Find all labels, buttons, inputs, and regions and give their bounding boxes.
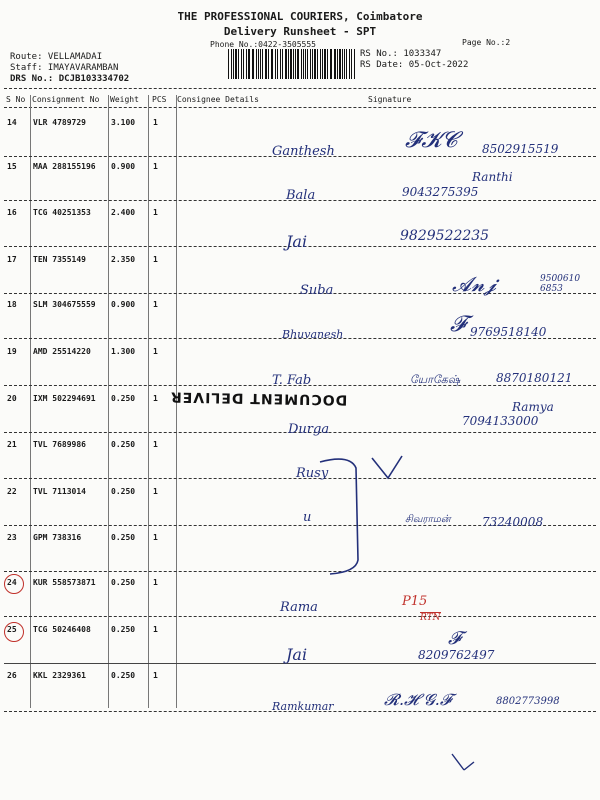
barcode-bar — [288, 49, 289, 79]
row-divider — [4, 616, 596, 617]
row-sno: 19 — [7, 347, 17, 356]
barcode-bar — [307, 49, 308, 79]
barcode-bar — [349, 49, 350, 79]
barcode-bar — [243, 49, 244, 79]
handwritten-phone: 8802773998 — [496, 696, 560, 707]
barcode-bar — [253, 49, 254, 79]
row-pcs: 1 — [153, 208, 158, 217]
handwritten-name: Bhuvanesh — [282, 328, 344, 341]
row-weight: 2.350 — [111, 255, 136, 264]
row-consignment: VLR 4789729 — [33, 118, 86, 127]
barcode-bar — [330, 49, 331, 79]
row-weight: 0.900 — [111, 162, 136, 171]
row-sno: 16 — [7, 208, 17, 217]
barcode-bar — [256, 49, 257, 79]
row-weight: 0.250 — [111, 394, 136, 403]
handwritten-phone: 8870180121 — [496, 371, 573, 385]
row-weight: 0.250 — [111, 671, 136, 680]
handwritten-signature: Ramya — [512, 400, 554, 414]
col-consignee: Consignee Details — [177, 95, 259, 104]
barcode-bar — [272, 49, 273, 79]
barcode-bar — [301, 49, 302, 79]
barcode-bar — [342, 49, 343, 79]
document-delivered-stamp: DOCUMENT DELIVER — [169, 388, 348, 408]
handwritten-phone: 7094133000 — [462, 414, 539, 428]
barcode-bar — [344, 49, 345, 79]
row-sno: 20 — [7, 394, 17, 403]
row-sno: 17 — [7, 255, 17, 264]
barcode-bar — [314, 49, 316, 79]
row-weight: 0.900 — [111, 300, 136, 309]
barcode-bar — [258, 49, 259, 79]
row-consignment: TEN 7355149 — [33, 255, 86, 264]
barcode-bar — [235, 49, 237, 79]
barcode-bar — [327, 49, 328, 79]
signature-mark: 𝓡.𝓗 𝓖.𝓕 — [384, 690, 452, 709]
row-sno: 21 — [7, 440, 17, 449]
row-pcs: 1 — [153, 578, 158, 587]
pen-mark — [448, 750, 478, 774]
handwritten-code: P15 — [402, 594, 428, 609]
barcode-bar — [320, 49, 321, 79]
phone-number: Phone No.:0422-3505555 — [210, 40, 316, 49]
header-divider — [4, 88, 596, 89]
handwritten-name: Suba — [300, 283, 334, 298]
barcode-bar — [260, 49, 261, 79]
barcode-bar — [297, 49, 299, 79]
handwritten-phone: 9043275395 — [402, 185, 479, 199]
row-sno: 23 — [7, 533, 17, 542]
signature-mark: 𝓐𝓷𝓳 — [452, 272, 497, 296]
handwritten-name: Ganthesh — [272, 144, 335, 159]
row-pcs: 1 — [153, 255, 158, 264]
handwritten-name: Jai — [286, 645, 308, 664]
row-pcs: 1 — [153, 162, 158, 171]
col-sno: S No — [6, 95, 26, 104]
red-circle-mark — [4, 622, 24, 642]
row-pcs: 1 — [153, 347, 158, 356]
row-weight: 0.250 — [111, 440, 136, 449]
barcode-bar — [324, 49, 325, 79]
row-pcs: 1 — [153, 440, 158, 449]
barcode-bar — [310, 49, 311, 79]
barcode — [228, 49, 356, 79]
barcode-bar — [246, 49, 247, 79]
signature-mark: 𝓕𝓚𝓒 — [405, 128, 458, 153]
row-pcs: 1 — [153, 625, 158, 634]
row-weight: 1.300 — [111, 347, 136, 356]
handwritten-ditto: u — [303, 510, 312, 525]
row-consignment: TCG 40251353 — [33, 208, 91, 217]
runsheet-title: THE PROFESSIONAL COURIERS, Coimbatore — [177, 10, 423, 23]
row-consignment: KUR 558573871 — [33, 578, 96, 587]
row-consignment: GPM 738316 — [33, 533, 82, 542]
row-sno: 22 — [7, 487, 17, 496]
row-consignment: TVL 7113014 — [33, 487, 86, 496]
row-pcs: 1 — [153, 300, 158, 309]
row-pcs: 1 — [153, 671, 158, 680]
barcode-bar — [248, 49, 250, 79]
route: Route: VELLAMADAI — [10, 52, 103, 62]
barcode-bar — [317, 49, 318, 79]
drs-number: DRS No.: DCJB103334702 — [10, 74, 130, 84]
row-consignment: TVL 7689986 — [33, 440, 86, 449]
barcode-bar — [280, 49, 281, 79]
row-consignment: TCG 50246408 — [33, 625, 91, 634]
barcode-bar — [339, 49, 340, 79]
handwritten-name: Jai — [286, 232, 308, 251]
rs-number: RS No.: 1033347 — [360, 49, 442, 59]
row-weight: 0.250 — [111, 625, 136, 634]
handwritten-phone: 9769518140 — [470, 325, 547, 339]
col-weight: Weight — [110, 95, 139, 104]
row-weight: 0.250 — [111, 533, 136, 542]
signature-mark: 𝓕 — [448, 628, 462, 649]
row-consignment: SLM 304675559 — [33, 300, 96, 309]
row-divider — [4, 571, 596, 572]
barcode-bar — [265, 49, 267, 79]
handwritten-phone: 8209762497 — [418, 648, 495, 662]
row-sno: 24 — [7, 578, 17, 587]
handwritten-name: Rusy — [296, 466, 329, 481]
barcode-bar — [322, 49, 323, 79]
row-weight: 0.250 — [111, 487, 136, 496]
barcode-bar — [346, 49, 347, 79]
col-signature: Signature — [368, 95, 412, 104]
handwritten-name: T. Fab — [272, 373, 312, 388]
red-circle-mark — [4, 574, 24, 594]
row-sno: 15 — [7, 162, 17, 171]
row-consignment: KKL 2329361 — [33, 671, 86, 680]
handwritten-name: Durga — [288, 422, 330, 437]
handwritten-signature: யோகேஷ் — [410, 373, 461, 386]
barcode-bar — [331, 49, 332, 79]
barcode-bar — [282, 49, 283, 79]
row-pcs: 1 — [153, 533, 158, 542]
row-pcs: 1 — [153, 118, 158, 127]
barcode-bar — [305, 49, 306, 79]
row-sno: 18 — [7, 300, 17, 309]
barcode-bar — [285, 49, 287, 79]
handwritten-signature: சிவராமன் — [405, 514, 451, 525]
barcode-bar — [303, 49, 304, 79]
runsheet-subtitle: Delivery Runsheet - SPT — [223, 25, 377, 38]
signature-mark: 𝓕 — [450, 312, 467, 337]
row-sno: 26 — [7, 671, 17, 680]
row-pcs: 1 — [153, 394, 158, 403]
barcode-bar — [275, 49, 276, 79]
rs-date: RS Date: 05-Oct-2022 — [360, 60, 469, 70]
barcode-bar — [354, 49, 355, 79]
page-number: Page No.:2 — [462, 38, 511, 47]
barcode-bar — [233, 49, 234, 79]
handwritten-name: Ramkumar — [272, 700, 334, 713]
barcode-bar — [262, 49, 263, 79]
barcode-bar — [228, 49, 229, 79]
handwritten-name: Rama — [280, 600, 318, 615]
row-weight: 0.250 — [111, 578, 136, 587]
barcode-bar — [334, 49, 336, 79]
row-consignment: IXM 502294691 — [33, 394, 96, 403]
barcode-bar — [312, 49, 313, 79]
barcode-bar — [241, 49, 242, 79]
handwritten-name: Bala — [286, 188, 316, 203]
handwritten-phone: 8502915519 — [482, 142, 559, 156]
barcode-bar — [293, 49, 294, 79]
row-consignment: MAA 288155196 — [33, 162, 96, 171]
row-weight: 2.400 — [111, 208, 136, 217]
row-consignment: AMD 25514220 — [33, 347, 91, 356]
column-divider — [4, 107, 596, 108]
col-pcs: PCS — [152, 95, 167, 104]
handwritten-phone: 73240008 — [482, 515, 544, 529]
handwritten-phone: 9500610 6853 — [540, 274, 581, 294]
barcode-bar — [351, 49, 353, 79]
barcode-bar — [277, 49, 278, 79]
col-consignment: Consignment No — [32, 95, 100, 104]
bracket-mark — [310, 450, 420, 580]
barcode-bar — [295, 49, 296, 79]
barcode-bar — [337, 49, 338, 79]
barcode-bar — [271, 49, 272, 79]
staff: Staff: IMAYAVARAMBAN — [10, 63, 119, 73]
row-sno: 25 — [7, 625, 17, 634]
barcode-bar — [238, 49, 239, 79]
barcode-bar — [231, 49, 232, 79]
handwritten-phone: 9829522235 — [400, 228, 490, 244]
row-pcs: 1 — [153, 487, 158, 496]
row-weight: 3.100 — [111, 118, 136, 127]
handwritten-signature: Ranthi — [472, 170, 513, 184]
barcode-bar — [290, 49, 291, 79]
barcode-bar — [252, 49, 253, 79]
barcode-bar — [268, 49, 269, 79]
handwritten-code: RTN — [420, 613, 441, 623]
row-sno: 14 — [7, 118, 17, 127]
